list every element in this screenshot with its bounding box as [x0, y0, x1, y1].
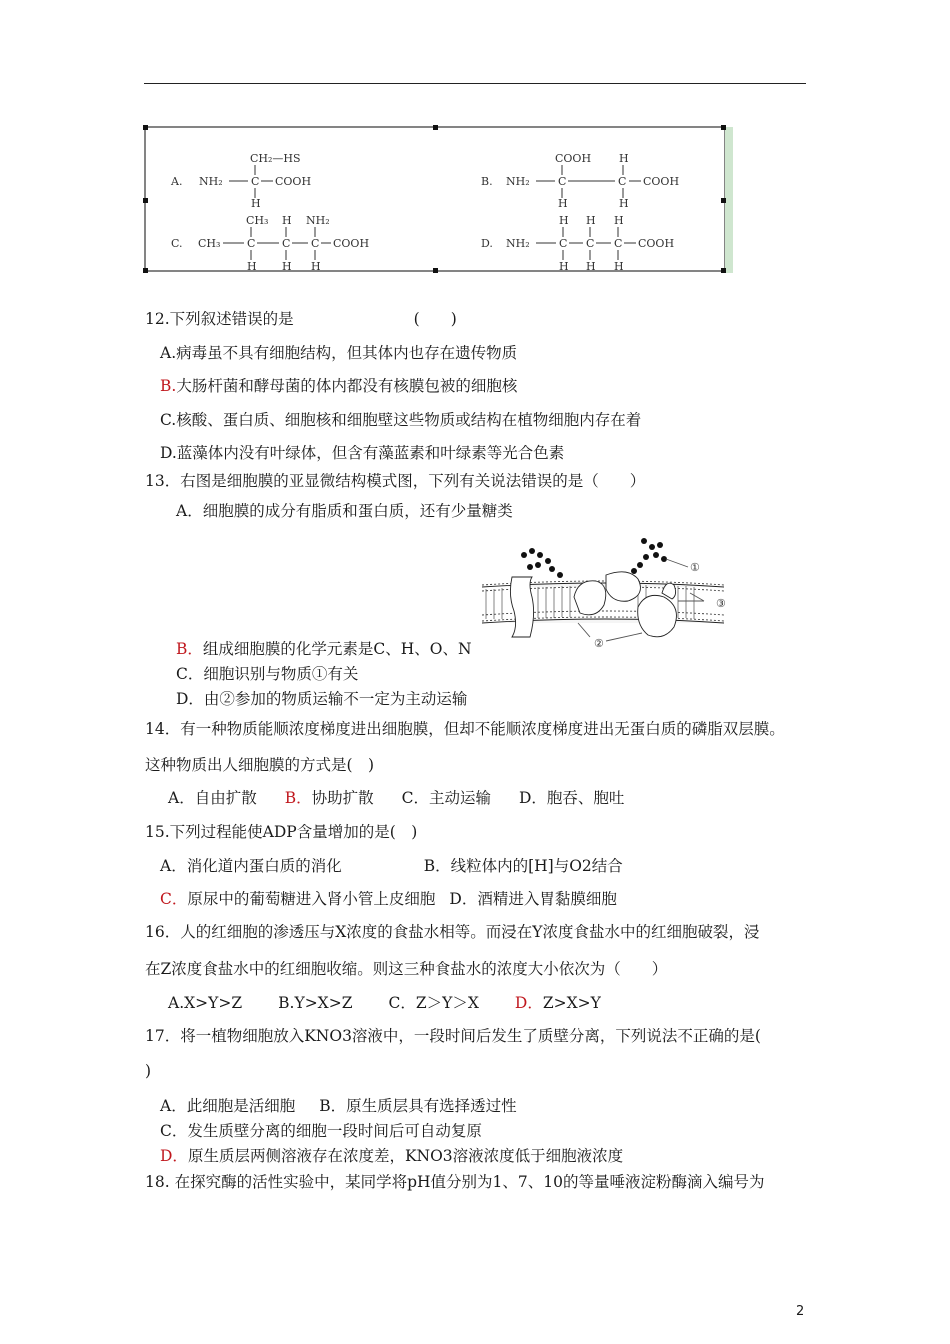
- struct-c-bottom3: H: [311, 260, 321, 273]
- q13-stem: 13．右图是细胞膜的亚显微结构模式图，下列有关说法错误的是（ ）: [145, 472, 646, 490]
- struct-a-top: CH₂—HS: [250, 152, 301, 165]
- q13-option-d: D．由②参加的物质运输不一定为主动运输: [176, 690, 468, 708]
- q12-option-d: D.蓝藻体内没有叶绿体，但含有藻蓝素和叶绿素等光合色素: [160, 444, 565, 462]
- membrane-label-2: ②: [594, 637, 604, 650]
- q16-options: A.X>Y>Z B.Y>X>Z C．Z＞Y＞X D．Z>X>Y: [168, 994, 601, 1012]
- q12-stem: 12.下列叙述错误的是 ( ): [145, 310, 457, 328]
- struct-b-bottom1: H: [558, 197, 568, 210]
- struct-d-bottom1: H: [559, 260, 569, 273]
- struct-d-c2: C: [586, 237, 595, 250]
- struct-c-top1: CH₃: [246, 214, 269, 227]
- struct-b-right: COOH: [643, 175, 680, 188]
- header-rule: [144, 83, 806, 84]
- struct-d-top2: H: [586, 214, 596, 227]
- struct-a-right: COOH: [275, 175, 312, 188]
- q15-stem: 15.下列过程能使ADP含量增加的是( ): [145, 823, 418, 841]
- q16-stem-line1: 16．人的红细胞的渗透压与X浓度的食盐水相等。而浸在Y浓度食盐水中的红细胞破裂，浸: [145, 923, 760, 941]
- q17-stem-line2: ): [145, 1062, 152, 1080]
- struct-c-top3: NH₂: [306, 214, 330, 227]
- q13-option-a: A．细胞膜的成分有脂质和蛋白质，还有少量糖类: [176, 502, 513, 520]
- struct-c-bottom2: H: [282, 260, 292, 273]
- struct-b-c1: C: [558, 175, 567, 188]
- struct-d-bottom3: H: [614, 260, 624, 273]
- struct-a-bottom: H: [251, 197, 261, 210]
- q17-option-c: C．发生质壁分离的细胞一段时间后可自动复原: [160, 1122, 482, 1140]
- q12-option-c: C.核酸、蛋白质、细胞核和细胞壁这些物质或结构在植物细胞内存在着: [160, 411, 642, 429]
- struct-b-top1: COOH: [555, 152, 592, 165]
- struct-c-c1: C: [247, 237, 256, 250]
- struct-d-left: NH₂: [506, 237, 530, 250]
- struct-d-label: D.: [481, 237, 493, 250]
- q14-options: A．自由扩散 B．协助扩散 C．主动运输 D．胞吞、胞吐: [168, 789, 625, 807]
- q13-option-b: B．组成细胞膜的化学元素是C、H、O、N: [176, 640, 472, 658]
- q15-options-cd: C．原尿中的葡萄糖进入肾小管上皮细胞 D．酒精进入胃黏膜细胞: [160, 890, 617, 908]
- cell-membrane-diagram: [478, 515, 738, 657]
- struct-c-left: CH₃: [198, 237, 221, 250]
- struct-c-bottom1: H: [247, 260, 257, 273]
- struct-d-c3: C: [614, 237, 623, 250]
- struct-a-label: A.: [171, 175, 183, 188]
- q17-options-ab: A．此细胞是活细胞 B．原生质层具有选择透过性: [160, 1097, 517, 1115]
- q18-stem: 18. 在探究酶的活性实验中，某同学将pH值分别为1、7、10的等量唾液淀粉酶滴入编号为: [145, 1173, 765, 1191]
- q12-option-b: B.大肠杆菌和酵母菌的体内都没有核膜包被的细胞核: [160, 377, 518, 395]
- q16-stem-line2: 在Z浓度食盐水中的红细胞收缩。则这三种食盐水的浓度大小依次为（ ）: [145, 960, 668, 978]
- struct-b-c2: C: [618, 175, 627, 188]
- struct-c-c3: C: [311, 237, 320, 250]
- struct-d-top3: H: [614, 214, 624, 227]
- struct-d-top1: H: [559, 214, 569, 227]
- page-number: 2: [796, 1304, 805, 1319]
- struct-c-label: C.: [171, 237, 183, 250]
- struct-d-right: COOH: [638, 237, 675, 250]
- struct-b-left: NH₂: [506, 175, 530, 188]
- q17-option-d: D．原生质层两侧溶液存在浓度差，KNO3溶液浓度低于细胞液浓度: [160, 1147, 624, 1165]
- membrane-label-3: ③: [716, 597, 726, 610]
- struct-c-top2: H: [282, 214, 292, 227]
- struct-c-right: COOH: [333, 237, 370, 250]
- membrane-label-1: ①: [690, 561, 700, 574]
- struct-b-label: B.: [481, 175, 493, 188]
- struct-c-c2: C: [282, 237, 291, 250]
- struct-d-c1: C: [559, 237, 568, 250]
- q13-option-c: C．细胞识别与物质①有关: [176, 665, 359, 683]
- struct-b-bottom2: H: [619, 197, 629, 210]
- struct-a-left: NH₂: [199, 175, 223, 188]
- q14-stem-line2: 这种物质出人细胞膜的方式是( ): [145, 756, 375, 774]
- q12-option-a: A.病毒虽不具有细胞结构，但其体内也存在遗传物质: [160, 344, 518, 362]
- struct-b-top2: H: [619, 152, 629, 165]
- q14-stem-line1: 14．有一种物质能顺浓度梯度进出细胞膜，但却不能顺浓度梯度进出无蛋白质的磷脂双层膜。: [145, 720, 785, 738]
- amino-acid-structures-figure: [143, 125, 735, 275]
- struct-a-center: C: [251, 175, 260, 188]
- struct-d-bottom2: H: [586, 260, 596, 273]
- q15-options-ab: A．消化道内蛋白质的消化 B．线粒体内的[H]与O2结合: [160, 857, 623, 875]
- q17-stem-line1: 17．将一植物细胞放入KNO3溶液中，一段时间后发生了质壁分离，下列说法不正确的是(: [145, 1027, 761, 1045]
